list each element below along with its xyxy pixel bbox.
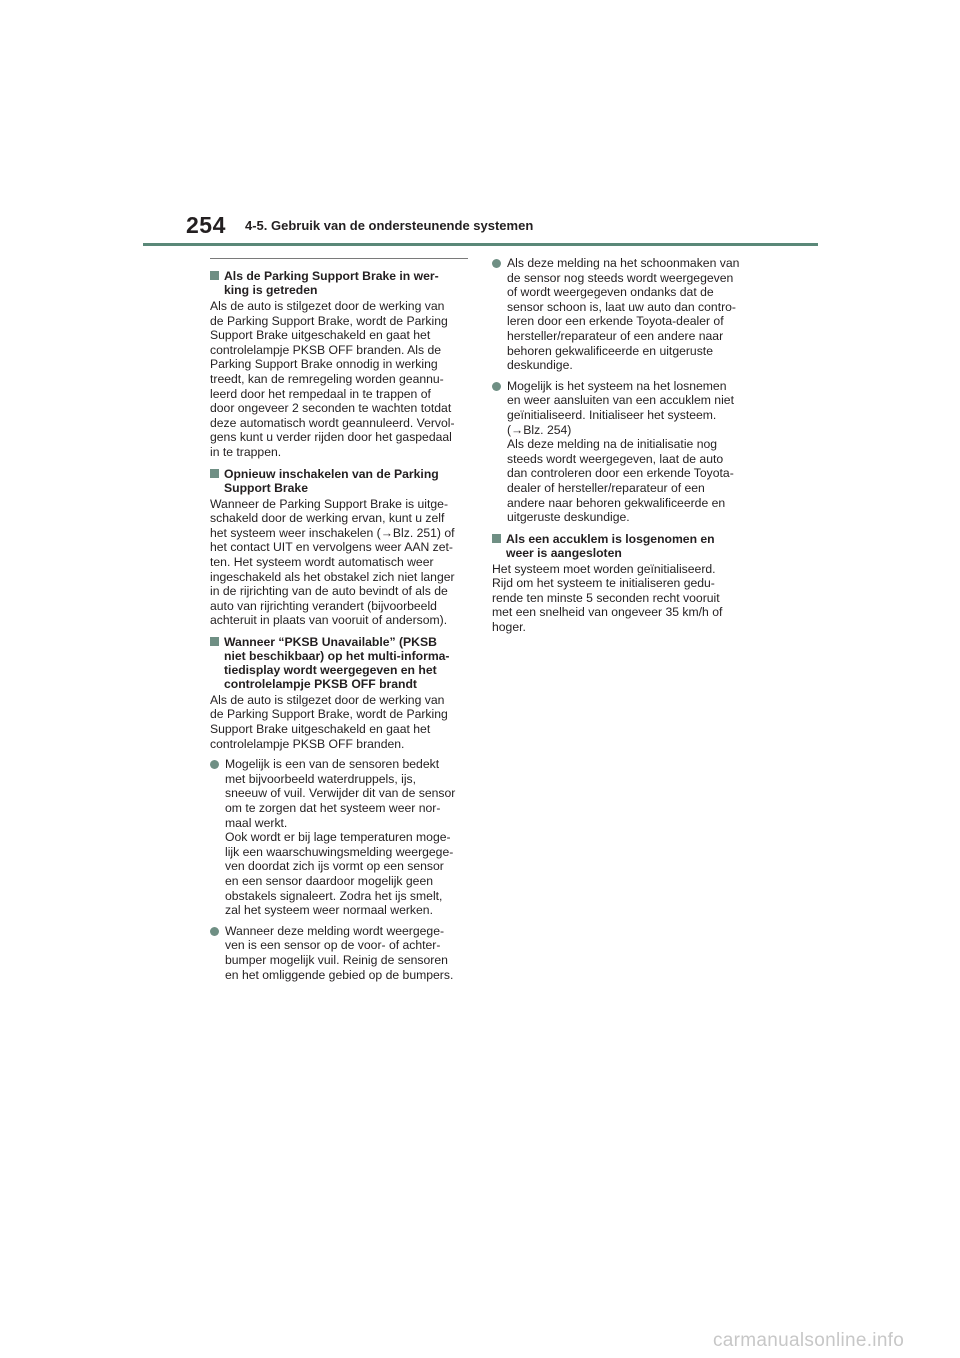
bullet-after-cleaning: Als deze melding na het schoonmaken van de sensor nog steeds wordt weergegeven of wordt weergegeven ondanks dat de sensor schoon is, laat uw auto dan contro- leren door een erkende Toyota-dealer of hersteller/reparateur of een andere naar behoren gekwalificeerde en uitgeruste deskundige. [492, 256, 750, 373]
watermark: carmanualsonline.info [713, 1330, 905, 1351]
section-title: 4-5. Gebruik van de ondersteunende systemen [245, 218, 534, 233]
bullet-sensor-covered: Mogelijk is een van de sensoren bedekt met bijvoorbeeld waterdruppels, ijs, sneeuw of vuil. Verwijder dit van de sensor om te zorgen dat het systeem weer nor- maal werkt. Ook wordt er bij lage temperaturen moge- lijk een waarschuwingsmelding weergege- ven doordat zich ijs vormt op een sensor en een sensor daardoor mogelijk geen obstakels signaleert. Zodra het ijs smelt, zal het systeem weer normaal werken. [210, 757, 468, 918]
heading-reenable-pksb: Opnieuw inschakelen van de Parking Support Brake [210, 467, 468, 495]
paragraph-pksb-unavailable: Als de auto is stilgezet door de werking van de Parking Support Brake, wordt de Parking Support Brake uitgeschakeld en gaat het controlelampje PKSB OFF branden. [210, 692, 448, 751]
circle-bullet-icon [210, 760, 219, 769]
heading-pksb-engaged: Als de Parking Support Brake in wer- king is getreden [210, 269, 468, 297]
circle-bullet-icon [492, 382, 501, 391]
bullet-not-initialized: Mogelijk is het systeem na het losnemen en weer aansluiten van een accuklem niet geïnitialiseerd. Initialiseer het systeem. (→Blz. 254) Als deze melding na de initialisatie nog steeds wordt weergegeven, laat de auto dan controleren door een erkende Toyota- dealer of hersteller/reparateur of een andere naar behoren gekwalificeerde en uitgeruste deskundige. [492, 379, 750, 525]
header-rule [143, 243, 818, 246]
paragraph-reenable-pksb: Wanneer de Parking Support Brake is uitge- schakeld door de werking ervan, kunt u zelf het systeem weer inschakelen (→Blz. 251) of het contact UIT en vervolgens weer AAN zet- ten. Het systeem wordt automatisch weer ingeschakeld als het obstakel zich niet langer in de rijrichting van de auto bevindt of als de auto van rijrichting verandert (bijvoorbeeld achteruit in plaats van vooruit of andersom). [210, 496, 455, 628]
square-bullet-icon [492, 534, 501, 543]
page-header [0, 0, 960, 250]
paragraph-battery-terminal: Het systeem moet worden geïnitialiseerd. Rijd om het systeem te initialiseren gedu- rende ten minste 5 seconden recht vooruit met een snelheid van ongeveer 35 km/h of hoger. [492, 561, 723, 635]
bullet-sensor-dirty: Wanneer deze melding wordt weergege- ven is een sensor op de voor- of achter- bumper mogelijk vuil. Reinig de sensoren en het omliggende gebied op de bumpers. [210, 924, 468, 982]
column-top-rule [210, 258, 468, 259]
right-column [492, 256, 750, 641]
circle-bullet-icon [492, 259, 501, 268]
circle-bullet-icon [210, 927, 219, 936]
square-bullet-icon [210, 469, 219, 478]
heading-pksb-unavailable: Wanneer “PKSB Unavailable” (PKSB niet beschikbaar) op het multi-informa- tiedisplay wordt weergegeven en het controlelampje PKSB OFF brandt [210, 635, 468, 691]
heading-battery-terminal: Als een accuklem is losgenomen en weer is aangesloten [492, 532, 750, 560]
square-bullet-icon [210, 637, 219, 646]
left-column [210, 258, 468, 988]
square-bullet-icon [210, 271, 219, 280]
page-number: 254 [186, 212, 226, 238]
paragraph-pksb-engaged: Als de auto is stilgezet door de werking van de Parking Support Brake, wordt de Parking Support Brake uitgeschakeld en gaat het controlelampje PKSB OFF branden. Als de Parking Support Brake onnodig in werking treedt, kan de remregeling worden geannu- leerd door het rempedaal in te trappen of door ongeveer 2 seconden te wachten totdat deze automatisch wordt geannuleerd. Vervol- gens kunt u verder rijden door het gaspedaal in te trappen. [210, 299, 455, 459]
